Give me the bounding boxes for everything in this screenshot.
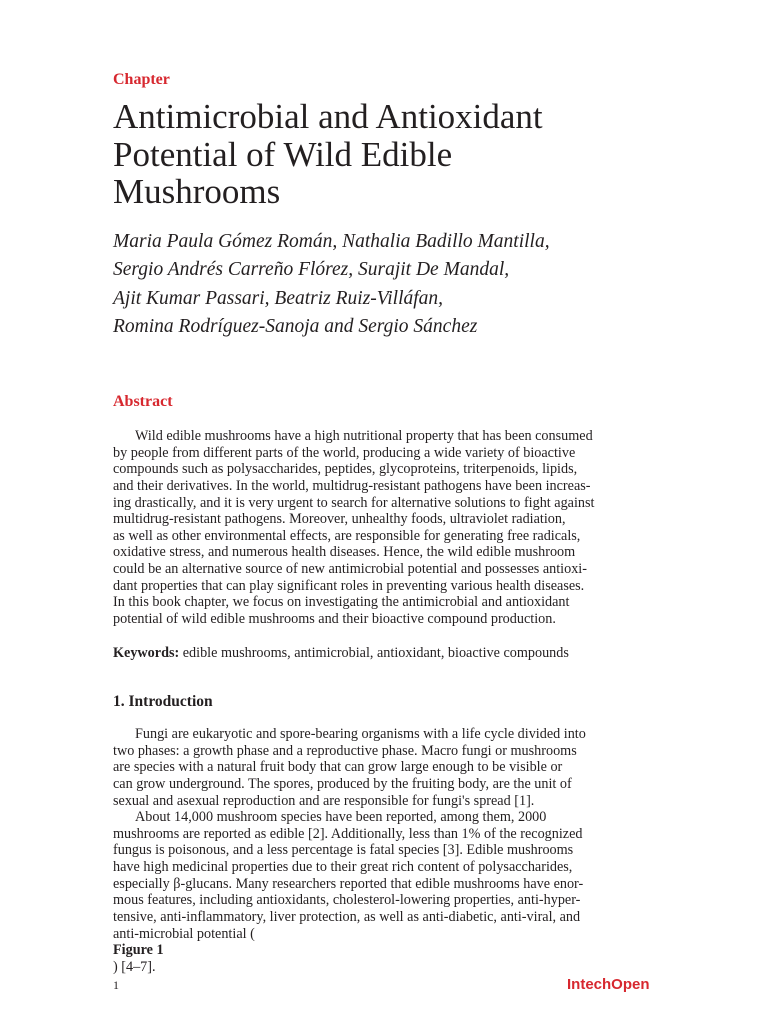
body-line: are species with a natural fruit body that can grow large enough to be visible or <box>113 759 563 776</box>
publisher-logo: IntechOpen <box>567 976 650 993</box>
body-line: tensive, anti-inflammatory, liver protection, as well as anti-diabetic, anti-viral, and <box>113 908 581 925</box>
body-line: About 14,000 mushroom species have been reported, among them, 2000 <box>135 809 547 826</box>
body-line: mushrooms are reported as edible [2]. Additionally, less than 1% of the recognized <box>113 825 583 842</box>
body-line: especially β-glucans. Many researchers reported that edible mushrooms have enor- <box>113 875 584 892</box>
page-number: 1 <box>113 978 119 992</box>
author-line: Ajit Kumar Passari, Beatriz Ruiz-Villáfan, <box>113 287 444 309</box>
abstract-line: compounds such as polysaccharides, peptides, glycoproteins, triterpenoids, lipids, <box>113 461 578 478</box>
body-line: mous features, including antioxidants, cholesterol-lowering properties, anti-hyper- <box>113 892 581 909</box>
author-list <box>113 228 713 341</box>
body-line: have high medicinal properties due to their great rich content of polysaccharides, <box>113 859 573 875</box>
abstract-line: as well as other environmental effects, are responsible for generating free radicals, <box>113 527 581 544</box>
title-line: Mushrooms <box>113 172 281 211</box>
author-line: Maria Paula Gómez Román, Nathalia Badillo Mantilla, <box>113 231 550 252</box>
abstract-line: by people from different parts of the world, producing a wide variety of bioactive <box>113 444 576 461</box>
body-line: sexual and asexual reproduction and are responsible for fungi's spread [1]. <box>113 792 535 809</box>
body-line: can grow underground. The spores, produced by the fruiting body, are the unit of <box>113 775 572 792</box>
abstract-line: ing drastically, and it is very urgent to search for alternative solutions to fight against <box>113 494 595 511</box>
body-line: two phases: a growth phase and a reproductive phase. Macro fungi or mushrooms <box>113 742 577 759</box>
body-line-with-figure-ref <box>113 926 658 976</box>
title-line: Antimicrobial and Antioxidant <box>113 97 543 136</box>
abstract-line: and their derivatives. In the world, multidrug-resistant pathogens have been increas- <box>113 477 591 494</box>
chapter-label: Chapter <box>113 71 170 88</box>
section-heading-introduction: 1. Introduction <box>113 693 213 710</box>
body-text: ) [4–7]. <box>113 958 156 975</box>
abstract-line: In this book chapter, we focus on investigating the antimicrobial and antioxidant <box>113 594 570 611</box>
body-line: fungus is poisonous, and a less percentage is fatal species [3]. Edible mushrooms <box>113 842 574 859</box>
keywords-text: edible mushrooms, antimicrobial, antioxidant, bioactive compounds <box>182 645 569 661</box>
chapter-title <box>113 98 673 211</box>
abstract-line: oxidative stress, and numerous health diseases. Hence, the wild edible mushroom <box>113 544 576 561</box>
abstract-line: Wild edible mushrooms have a high nutritional property that has been consumed <box>135 428 593 444</box>
body-line: Fungi are eukaryotic and spore-bearing organisms with a life cycle divided into <box>135 726 586 742</box>
abstract-body <box>113 428 658 628</box>
author-line: Romina Rodríguez-Sanoja and Sergio Sánchez <box>113 315 478 337</box>
body-text: anti-microbial potential ( <box>113 925 255 942</box>
abstract-line: multidrug-resistant pathogens. Moreover, unhealthy foods, ultraviolet radiation, <box>113 511 566 528</box>
author-line: Sergio Andrés Carreño Flórez, Surajit De Mandal, <box>113 259 510 281</box>
keywords-label: Keywords: <box>113 645 180 661</box>
abstract-line: could be an alternative source of new antimicrobial potential and possesses antioxi- <box>113 561 587 577</box>
keywords <box>113 645 569 662</box>
abstract-line: dant properties that can play significant roles in preventing various health diseases. <box>113 577 585 594</box>
figure-reference-link[interactable]: Figure 1 <box>113 942 164 959</box>
abstract-heading: Abstract <box>113 393 173 410</box>
title-line: Potential of Wild Edible <box>113 134 453 174</box>
introduction-body <box>113 726 658 975</box>
abstract-line: potential of wild edible mushrooms and their bioactive compound production. <box>113 610 556 627</box>
